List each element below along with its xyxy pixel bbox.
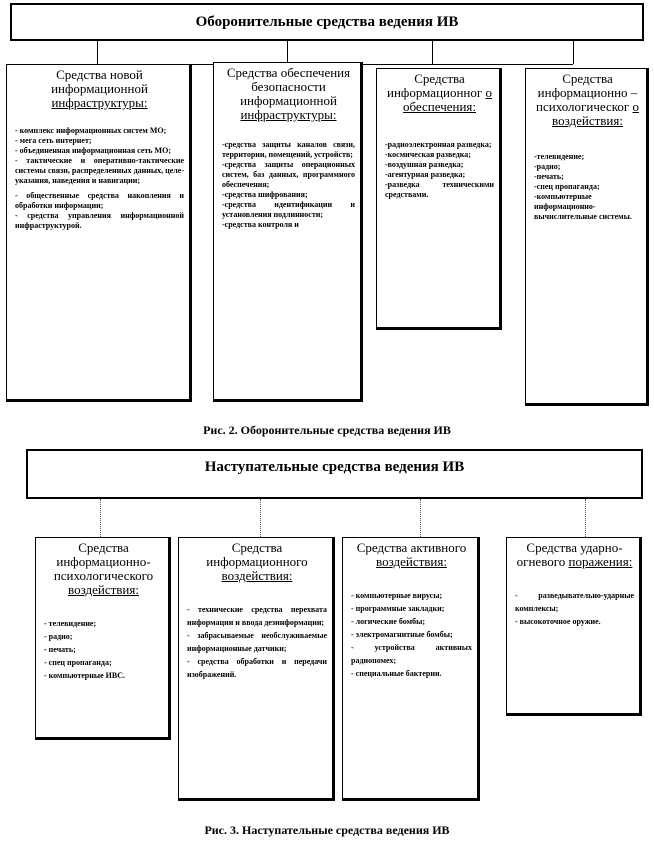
fig3-connector bbox=[420, 499, 421, 537]
fig3-card-psych bbox=[35, 537, 171, 740]
list-item: - комплекс информационных систем МО; bbox=[15, 126, 167, 135]
fig3-card-info-impact bbox=[178, 537, 335, 801]
fig2-connector bbox=[432, 41, 433, 64]
list-item: -телевидение; bbox=[534, 152, 585, 161]
list-item: -средства защиты каналов связи, территории, помещений, устройств; bbox=[222, 140, 355, 159]
card-list bbox=[222, 140, 355, 230]
fig2-caption: Рис. 2. Оборонительные средства ведения ИВ bbox=[203, 423, 451, 437]
list-item: - телевидение; bbox=[44, 619, 97, 628]
fig2-card-infrastructure bbox=[6, 64, 192, 402]
list-item: - логические бомбы; bbox=[351, 617, 425, 626]
list-item: - общественные средства накопления и обработки информации; bbox=[15, 191, 184, 210]
list-item: - технические средства перехвата информации и ввода дезинформации; bbox=[187, 605, 327, 627]
list-item: - тактические и оперативно-тактические системы связи, распределенных данных, целе-указания, наведения и навигации; bbox=[15, 156, 184, 185]
fig3-connector bbox=[100, 499, 101, 537]
list-item: - устройства активных радиопомех; bbox=[351, 643, 472, 665]
fig3-title: Наступательные средства ведения ИВ bbox=[204, 459, 465, 475]
card-heading: Средства ударно-огневого поражения: bbox=[516, 540, 633, 569]
list-item: -космическая разведка; bbox=[385, 150, 471, 159]
fig3-title-box bbox=[26, 449, 643, 499]
list-item: - электромагнитные бомбы; bbox=[351, 630, 453, 639]
card-heading: Средства информационног о обеспечения: bbox=[387, 71, 492, 114]
card-list bbox=[15, 126, 184, 231]
card-list bbox=[187, 603, 327, 681]
fig3-card-strike bbox=[506, 537, 642, 716]
fig2-title: Оборонительные средства ведения ИВ bbox=[195, 13, 459, 30]
list-item: - высокоточное оружие. bbox=[515, 617, 601, 626]
list-item: -средства идентификации и установления подлинности; bbox=[222, 200, 355, 219]
card-heading: Средства обеспечения безопасности информационной инфраструктуры: bbox=[226, 65, 351, 122]
fig2-connector bbox=[97, 41, 98, 64]
list-item: - компьютерные ИВС. bbox=[44, 671, 125, 680]
list-item: -воздушная разведка; bbox=[385, 160, 464, 169]
list-item: -печать; bbox=[534, 172, 564, 181]
fig2-connector bbox=[287, 41, 288, 64]
list-item: - специальные бактерии. bbox=[351, 669, 442, 678]
list-item: - компьютерные вирусы; bbox=[351, 591, 443, 600]
list-item: - мега сеть интернет; bbox=[15, 136, 92, 145]
list-item: -средства защиты операционных систем, баз данных, программного обеспечения; bbox=[222, 160, 355, 189]
list-item: - печать; bbox=[44, 645, 76, 654]
card-list bbox=[385, 140, 494, 200]
card-heading: Средства активного воздействия: bbox=[356, 540, 467, 569]
card-heading: Средства информационно – психологическог о воздействия: bbox=[536, 71, 639, 128]
list-item: -агентурная разведка; bbox=[385, 170, 466, 179]
fig2-connector bbox=[573, 41, 574, 64]
list-item: - разведывательно-ударные комплексы; bbox=[515, 591, 634, 613]
fig2-title-box bbox=[10, 3, 644, 41]
fig2-card-info-support bbox=[376, 68, 502, 330]
list-item: - средства управления информационной инфраструктурой. bbox=[15, 211, 184, 230]
card-heading: Средства информационного воздействия: bbox=[206, 540, 308, 583]
fig3-connector bbox=[585, 499, 586, 537]
list-item: -средства шифрования; bbox=[222, 190, 308, 199]
list-item: -компьютерные информационно-вычислительные системы. bbox=[534, 192, 632, 221]
card-list bbox=[515, 589, 634, 628]
list-item: - средства обработки и передачи изображений. bbox=[187, 657, 327, 679]
card-heading: Средства информационно-психологического воздействия: bbox=[53, 540, 154, 597]
list-item: -радиоэлектронная разведка; bbox=[385, 140, 492, 149]
card-list bbox=[534, 152, 641, 222]
list-item: - радио; bbox=[44, 632, 73, 641]
list-item: - программные закладки; bbox=[351, 604, 445, 613]
list-item: - забрасываемые необслуживаемые информационные датчики; bbox=[187, 631, 327, 653]
fig3-caption: Рис. 3. Наступательные средства ведения ИВ bbox=[204, 823, 450, 837]
card-list bbox=[351, 589, 472, 680]
list-item: -радио; bbox=[534, 162, 561, 171]
fig2-card-security bbox=[213, 62, 363, 402]
list-item: - объединенная информационная сеть МО; bbox=[15, 146, 171, 155]
card-heading: Средства новой информационной инфраструктуры: bbox=[51, 67, 148, 110]
card-list bbox=[44, 617, 163, 682]
list-item: -разведка техническими средствами. bbox=[385, 180, 494, 199]
list-item: - спец пропаганда; bbox=[44, 658, 112, 667]
list-item: -средства контроля и bbox=[222, 220, 299, 229]
fig2-card-psych bbox=[525, 68, 649, 406]
list-item: -спец пропаганда; bbox=[534, 182, 600, 191]
fig3-card-active bbox=[342, 537, 480, 801]
fig3-connector bbox=[260, 499, 261, 537]
